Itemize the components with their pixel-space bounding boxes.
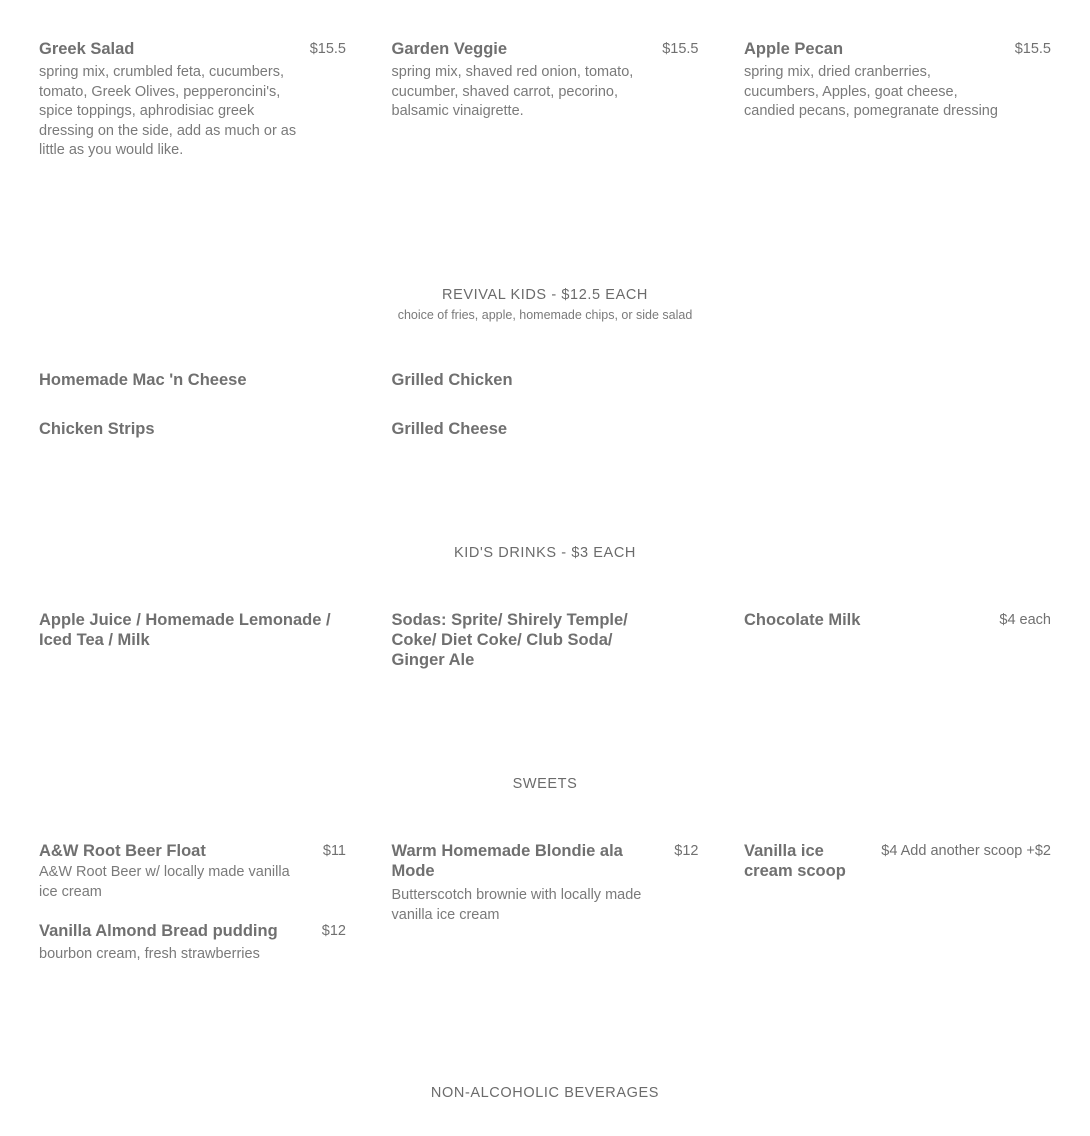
item-description: bourbon cream, fresh strawberries <box>39 946 260 962</box>
item-name: Greek Salad <box>39 40 135 58</box>
item-name: Chocolate Milk <box>744 611 861 629</box>
salads-grid <box>39 39 1051 161</box>
kids-drinks-grid <box>39 610 1051 670</box>
menu-item-sodas <box>392 610 699 670</box>
item-name: Apple Pecan <box>744 40 844 58</box>
item-price: $15.5 <box>309 41 346 57</box>
menu-item-root-beer-float <box>39 841 346 965</box>
item-price: $12 <box>321 923 346 939</box>
item-price: $4 each <box>999 612 1051 628</box>
section-title-beverages: NON-ALCOHOLIC BEVERAGES <box>430 1085 660 1101</box>
menu-item-greek-salad <box>39 39 346 161</box>
item-name: Sodas: Sprite/ Shirely Temple/ Coke/ Diet Coke/ Club Soda/ Ginger Ale <box>391 611 628 669</box>
item-price: $12 <box>674 843 699 859</box>
item-description: Butterscotch brownie with locally made vanilla ice cream <box>391 887 642 923</box>
menu-item-juices <box>39 610 346 670</box>
sweets-grid <box>39 841 1051 965</box>
item-description: spring mix, shaved red onion, tomato, cucumber, shaved carrot, pecorino, balsamic vinaigrette. <box>391 64 634 119</box>
item-name: Vanilla Almond Bread pudding <box>39 922 278 940</box>
item-description: spring mix, dried cranberries, cucumbers, Apples, goat cheese, candied pecans, pomegranate dressing <box>744 64 998 119</box>
menu-item-chocolate-milk <box>744 610 1051 670</box>
item-name: Apple Juice / Homemade Lemonade / Iced Tea / Milk <box>39 611 331 649</box>
item-name: Warm Homemade Blondie ala Mode <box>391 842 623 880</box>
item-price: $11 <box>322 843 346 859</box>
item-price: $15.5 <box>662 41 699 57</box>
section-title-sweets: SWEETS <box>512 776 578 792</box>
menu-item-garden-veggie <box>392 39 699 161</box>
menu-item-blondie <box>392 841 699 965</box>
item-name: A&W Root Beer Float <box>39 842 206 860</box>
kids-grid <box>39 370 1051 390</box>
section-subtitle-kids: choice of fries, apple, homemade chips, or side salad <box>397 308 693 322</box>
item-name: Garden Veggie <box>391 40 508 58</box>
menu-item-mac-n-cheese: Homemade Mac 'n Cheese <box>39 371 247 389</box>
item-price: $4 Add another scoop +$2 <box>881 843 1051 859</box>
kids-grid-row-2 <box>39 419 1051 439</box>
item-name: Vanilla ice cream scoop <box>744 842 846 880</box>
menu-item-grilled-chicken: Grilled Chicken <box>391 371 513 389</box>
item-description: spring mix, crumbled feta, cucumbers, tomato, Greek Olives, pepperoncini's, spice toppings, aphrodisiac greek dressing on the side, add as much or as little as you would like. <box>39 64 297 158</box>
item-description: A&W Root Beer w/ locally made vanilla ice cream <box>39 864 290 900</box>
menu-item-chicken-strips: Chicken Strips <box>39 420 155 438</box>
menu-item-apple-pecan <box>744 39 1051 161</box>
section-title-kids: REVIVAL KIDS - $12.5 EACH <box>442 287 648 303</box>
section-title-kids-drinks: KID'S DRINKS - $3 EACH <box>454 545 636 561</box>
item-price: $15.5 <box>1014 41 1051 57</box>
menu-item-grilled-cheese: Grilled Cheese <box>391 420 508 438</box>
menu-item-ice-cream-scoop <box>744 841 1051 965</box>
menu-item-bread-pudding <box>39 921 346 965</box>
